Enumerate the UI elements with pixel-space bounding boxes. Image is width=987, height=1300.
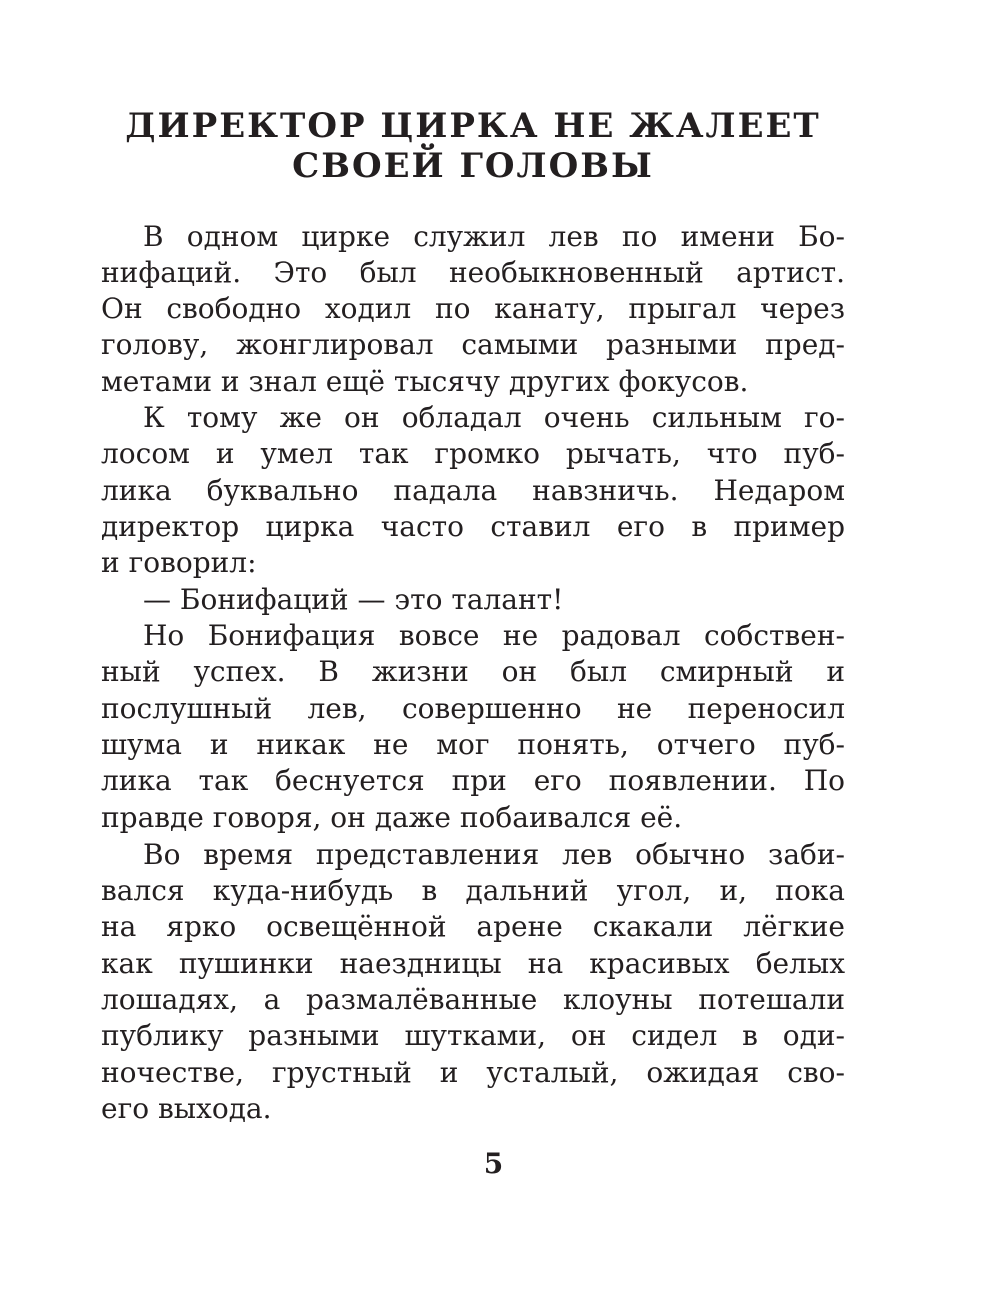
dialogue-line: — Бонифаций — это талант! (143, 583, 564, 616)
text-line: нифаций. Это был необыкновенный артист. (101, 256, 845, 289)
text-line: вался куда-нибудь в дальний угол, и, пока (101, 874, 845, 907)
chapter-title-line-2: СВОЕЙ ГОЛОВЫ (292, 146, 654, 186)
page-number: 5 (483, 1147, 504, 1180)
text-line: на ярко освещённой арене скакали лёгкие (101, 910, 845, 943)
text-line: послушный лев, совершенно не переносил (101, 692, 845, 725)
text-line: голову, жонглировал самыми разными пред- (101, 328, 845, 361)
text-line: К тому же он обладал очень сильным го- (143, 401, 845, 434)
text-line: его выхода. (101, 1092, 272, 1125)
text-line: лосом и умел так громко рычать, что пуб- (101, 437, 845, 470)
text-line: как пушинки наездницы на красивых белых (101, 947, 845, 980)
text-line: В одном цирке служил лев по имени Бо- (143, 220, 845, 253)
text-line: лошадях, а размалёванные клоуны потешали (101, 983, 845, 1016)
text-line: ночестве, грустный и усталый, ожидая сво- (101, 1056, 845, 1089)
chapter-title-line-1: ДИРЕКТОР ЦИРКА НЕ ЖАЛЕЕТ (125, 106, 821, 146)
text-line: и говорил: (101, 546, 257, 579)
text-line: правде говоря, он даже побаивался её. (101, 801, 683, 834)
text-line: лика так беснуется при его появлении. По (101, 764, 845, 797)
text-line: публику разными шутками, он сидел в оди- (101, 1019, 845, 1052)
text-line: Он свободно ходил по канату, прыгал через (101, 292, 845, 325)
text-line: метами и знал ещё тысячу других фокусов. (101, 365, 749, 398)
text-line: шума и никак не мог понять, отчего пуб- (101, 728, 845, 761)
text-line: Во время представления лев обычно заби- (143, 838, 845, 871)
text-line: директор цирка часто ставил его в пример (101, 510, 845, 543)
text-line: Но Бонифация вовсе не радовал собствен- (143, 619, 845, 652)
text-line: ный успех. В жизни он был смирный и (101, 655, 845, 688)
text-line: лика буквально падала навзничь. Недаром (101, 474, 845, 507)
